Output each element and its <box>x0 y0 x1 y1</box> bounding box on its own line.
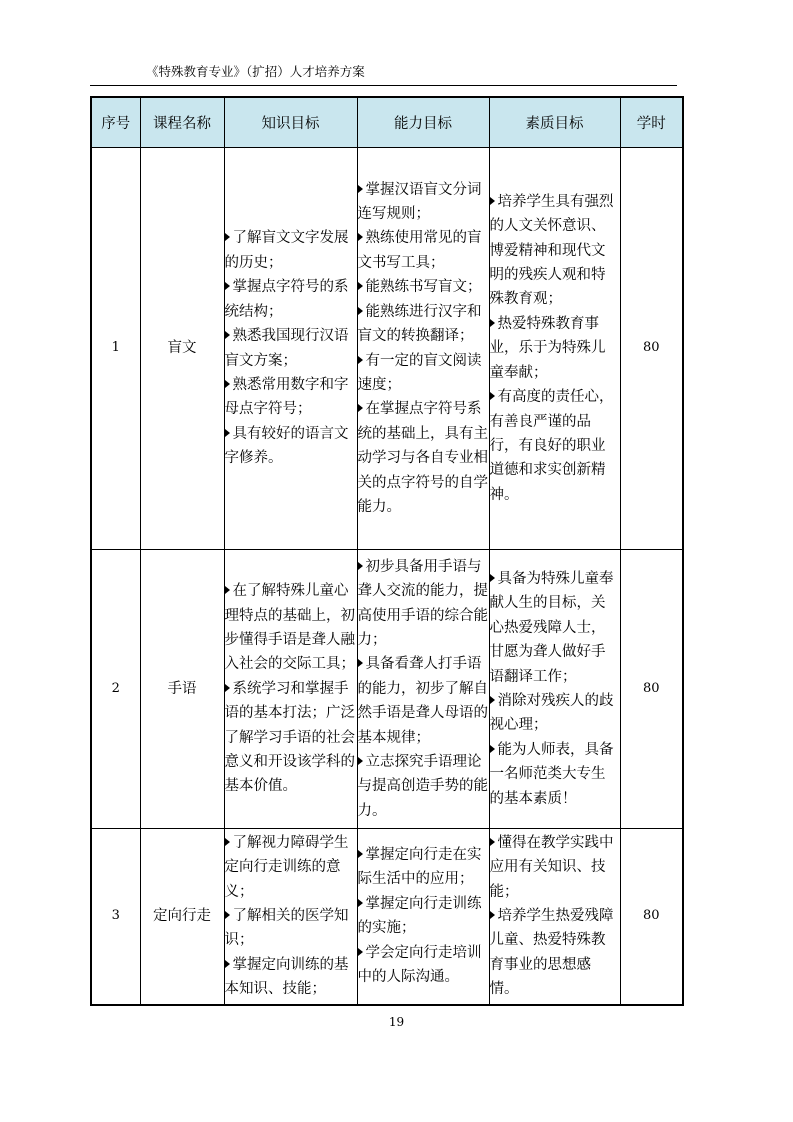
course-name: 盲文 <box>140 148 224 550</box>
goal-text: 掌握汉语盲文分词连写规则； <box>357 181 482 223</box>
course-name: 定向行走 <box>140 829 224 1005</box>
triangle-bullet-icon <box>490 392 495 400</box>
goal-text: 能熟练进行汉字和盲文的转换翻译； <box>357 303 482 345</box>
goal-item <box>358 349 489 398</box>
goal-text: 具有较好的语言文字修养。 <box>224 425 349 467</box>
goal-item <box>490 190 620 312</box>
goal-item <box>225 579 357 677</box>
goal-text: 学会定向行走培训中的人际沟通。 <box>357 944 482 986</box>
goal-text: 熟悉我国现行汉语盲文方案； <box>224 328 349 369</box>
triangle-bullet-icon <box>490 197 495 205</box>
column-header-ability: 能力目标 <box>357 97 489 148</box>
goal-item <box>225 831 357 904</box>
goal-text: 培养学生热爱残障儿童、热爱特殊教育事业的思想感情。 <box>489 908 614 998</box>
goal-text: 培养学生具有强烈的人文关怀意识、博爱精神和现代文明的残疾人观和特殊教育观； <box>489 193 614 308</box>
goal-text: 了解相关的医学知识； <box>224 908 349 949</box>
triangle-bullet-icon <box>225 282 230 290</box>
table-row <box>91 829 683 1005</box>
triangle-bullet-icon <box>225 233 230 241</box>
goal-text: 掌握定向训练的基本知识、技能； <box>224 956 349 998</box>
ability-goals-cell <box>357 829 489 1005</box>
goal-item <box>225 904 357 953</box>
row-number: 1 <box>91 148 140 550</box>
column-header-quality: 素质目标 <box>489 97 620 148</box>
goal-item <box>225 373 357 422</box>
document-header: 《特殊教育专业》（扩招）人才培养方案 <box>146 64 365 79</box>
triangle-bullet-icon <box>490 574 495 582</box>
triangle-bullet-icon <box>358 356 363 364</box>
goal-item <box>358 555 489 653</box>
goal-text: 热爱特殊教育事业，乐于为特殊儿童奉献； <box>489 315 606 381</box>
goal-item <box>358 750 489 823</box>
triangle-bullet-icon <box>358 185 363 193</box>
goal-text: 消除对残疾人的歧视心理； <box>489 693 614 734</box>
table-row <box>91 550 683 829</box>
triangle-bullet-icon <box>225 960 230 968</box>
page-number: 19 <box>388 1015 405 1029</box>
triangle-bullet-icon <box>225 911 230 919</box>
goal-text: 熟悉常用数字和字母点字符号； <box>224 376 349 418</box>
goal-item <box>225 422 357 471</box>
goal-item <box>358 226 489 275</box>
goal-text: 了解盲文文字发展的历史； <box>224 230 349 271</box>
course-table <box>90 96 684 1006</box>
course-hours: 80 <box>620 550 683 829</box>
goal-item <box>490 738 620 811</box>
triangle-bullet-icon <box>358 233 363 241</box>
knowledge-goals-cell <box>224 550 357 829</box>
triangle-bullet-icon <box>358 948 363 956</box>
quality-goals-cell <box>489 550 620 829</box>
goal-text: 在掌握点字符号系统的基础上，具有主动学习与各自专业相关的点字符号的自学能力。 <box>357 401 488 515</box>
table-row <box>91 148 683 550</box>
column-header-knowledge: 知识目标 <box>224 97 357 148</box>
goal-item <box>358 397 489 519</box>
goal-text: 掌握点字符号的系统结构； <box>224 279 349 320</box>
row-number: 2 <box>91 550 140 829</box>
triangle-bullet-icon <box>358 899 363 907</box>
goal-item <box>225 324 357 373</box>
goal-text: 熟练使用常见的盲文书写工具； <box>357 230 482 271</box>
triangle-bullet-icon <box>358 850 363 858</box>
triangle-bullet-icon <box>490 838 495 846</box>
goal-text: 懂得在教学实践中应用有关知识、技能； <box>489 834 614 900</box>
goal-text: 掌握定向行走在实际生活中的应用； <box>357 847 482 888</box>
goal-item <box>358 892 489 941</box>
goal-text: 初步具备用手语与聋人交流的能力，提高使用手语的综合能力； <box>357 558 488 648</box>
goal-text: 在了解特殊儿童心理特点的基础上，初步懂得手语是聋人融入社会的交际工具； <box>224 583 355 673</box>
triangle-bullet-icon <box>490 696 495 704</box>
triangle-bullet-icon <box>358 562 363 570</box>
triangle-bullet-icon <box>490 911 495 919</box>
goal-item <box>225 275 357 324</box>
column-header-name: 课程名称 <box>140 97 224 148</box>
triangle-bullet-icon <box>490 745 495 753</box>
goal-text: 掌握定向行走训练的实施； <box>357 895 482 937</box>
goal-item <box>490 567 620 689</box>
triangle-bullet-icon <box>358 757 363 765</box>
knowledge-goals-cell <box>224 829 357 1005</box>
goal-text: 具备看聋人打手语的能力，初步了解自然手语是聋人母语的基本规律； <box>357 656 488 746</box>
triangle-bullet-icon <box>225 586 230 594</box>
goal-item <box>225 226 357 275</box>
column-header-hours: 学时 <box>620 97 683 148</box>
goal-item <box>358 652 489 750</box>
column-header-num: 序号 <box>91 97 140 148</box>
triangle-bullet-icon <box>358 282 363 290</box>
triangle-bullet-icon <box>225 380 230 388</box>
goal-text: 有高度的责任心，有善良严谨的品行，有良好的职业道德和求实创新精神。 <box>489 389 614 503</box>
ability-goals-cell <box>357 550 489 829</box>
ability-goals-cell <box>357 148 489 550</box>
row-number: 3 <box>91 829 140 1005</box>
goal-item <box>358 843 489 892</box>
triangle-bullet-icon <box>225 429 230 437</box>
goal-text: 系统学习和掌握手语的基本打法；广泛了解学习手语的社会意义和开设该学科的基本价值。 <box>224 680 355 795</box>
knowledge-goals-cell <box>224 148 357 550</box>
goal-text: 能为人师表，具备一名师范类大专生的基本素质！ <box>489 741 614 807</box>
course-hours: 80 <box>620 148 683 550</box>
header-rule <box>90 85 677 86</box>
goal-item <box>358 178 489 227</box>
goal-item <box>358 941 489 990</box>
triangle-bullet-icon <box>358 659 363 667</box>
course-name: 手语 <box>140 550 224 829</box>
goal-item <box>490 689 620 738</box>
triangle-bullet-icon <box>490 319 495 327</box>
goal-item <box>490 904 620 1002</box>
course-hours: 80 <box>620 829 683 1005</box>
goal-text: 具备为特殊儿童奉献人生的目标，关心热爱残障人士，甘愿为聋人做好手语翻译工作； <box>489 570 614 685</box>
triangle-bullet-icon <box>225 838 230 846</box>
goal-item <box>225 677 357 799</box>
goal-item <box>358 300 489 349</box>
goal-text: 立志探究手语理论与提高创造手势的能力。 <box>357 754 488 819</box>
goal-text: 有一定的盲文阅读速度； <box>357 352 482 393</box>
quality-goals-cell <box>489 829 620 1005</box>
goal-text: 了解视力障碍学生定向行走训练的意义； <box>224 834 349 900</box>
quality-goals-cell <box>489 148 620 550</box>
goal-item <box>490 385 620 507</box>
goal-item <box>225 953 357 1002</box>
triangle-bullet-icon <box>225 331 230 339</box>
triangle-bullet-icon <box>225 684 230 692</box>
triangle-bullet-icon <box>358 404 363 412</box>
goal-text: 能熟练书写盲文； <box>365 279 482 296</box>
goal-item <box>358 275 489 299</box>
table-header-row <box>91 97 683 148</box>
goal-item <box>490 312 620 385</box>
goal-item <box>490 831 620 904</box>
triangle-bullet-icon <box>358 307 363 315</box>
